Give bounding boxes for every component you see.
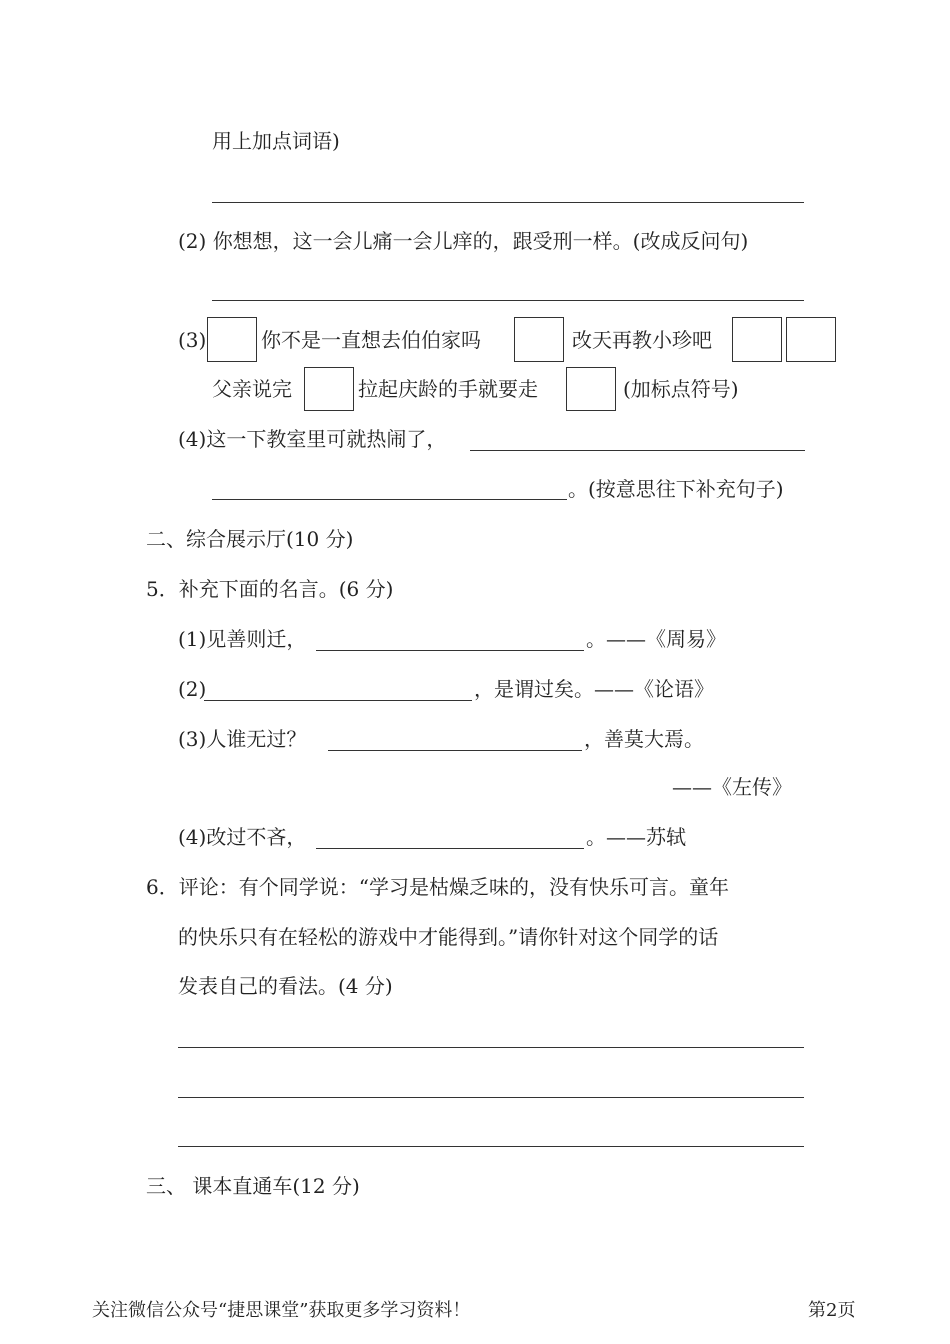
q5-title: 5．补充下面的名言。(6 分)	[146, 577, 394, 601]
answer-line-q4-1[interactable]	[212, 202, 804, 203]
answer-line-q6-1[interactable]	[178, 1047, 804, 1048]
punct-box-6[interactable]	[566, 367, 616, 411]
q6-line-1: 6．评论：有个同学说：“学习是枯燥乏味的，没有快乐可言。童年	[146, 875, 729, 899]
section-2-heading: 二、综合展示厅(10 分)	[146, 527, 354, 551]
answer-line-q4-4a[interactable]	[470, 450, 805, 451]
q4-3-num: (3)	[178, 328, 207, 352]
answer-line-q5-3[interactable]	[328, 750, 582, 751]
q4-3-seg4: 拉起庆龄的手就要走	[358, 377, 538, 401]
answer-line-q6-3[interactable]	[178, 1146, 804, 1147]
q4-2-text: (2) 你想想，这一会儿痛一会儿痒的，跟受刑一样。(改成反问句)	[178, 229, 749, 253]
q5-item-4-lead: (4)改过不吝，	[178, 825, 307, 849]
q5-item-2-lead: (2)	[178, 677, 207, 701]
answer-line-q6-2[interactable]	[178, 1097, 804, 1098]
q4-3-seg2: 改天再教小珍吧	[572, 328, 712, 352]
punct-box-1[interactable]	[207, 317, 257, 362]
punct-box-5[interactable]	[304, 367, 354, 411]
q4-3-seg3: 父亲说完	[212, 377, 292, 401]
page-number: 第2页	[808, 1300, 856, 1321]
punct-box-2[interactable]	[514, 317, 564, 362]
answer-line-q4-4b[interactable]	[212, 499, 567, 500]
q5-item-1-lead: (1)见善则迁，	[178, 627, 307, 651]
q5-item-3-tail: ，善莫大焉。	[584, 727, 704, 751]
footer-promo: 关注微信公众号“捷思课堂”获取更多学习资料！	[92, 1300, 471, 1321]
q6-line-2: 的快乐只有在轻松的游戏中才能得到。”请你针对这个同学的话	[178, 925, 719, 949]
section-3-heading: 三、 课本直通车(12 分)	[146, 1174, 360, 1198]
q4-3-hint: (加标点符号)	[623, 377, 739, 401]
answer-line-q5-2[interactable]	[204, 700, 472, 701]
q5-item-1-tail: 。——《周易》	[586, 627, 726, 651]
punct-box-3[interactable]	[732, 317, 782, 362]
q4-1-tail: 用上加点词语)	[212, 129, 340, 153]
q4-4-lead: (4)这一下教室里可就热闹了，	[178, 427, 447, 451]
q4-3-seg1: 你不是一直想去伯伯家吗	[261, 328, 481, 352]
answer-line-q4-2[interactable]	[212, 300, 804, 301]
q5-item-2-tail: ，是谓过矣。——《论语》	[474, 677, 714, 701]
q6-line-3: 发表自己的看法。(4 分)	[178, 974, 393, 998]
q5-item-3-source: ——《左传》	[672, 775, 792, 799]
punct-box-4[interactable]	[786, 317, 836, 362]
answer-line-q5-1[interactable]	[316, 650, 584, 651]
q4-4-tail: 。(按意思往下补充句子)	[568, 477, 784, 501]
q5-item-3-lead: (3)人谁无过？	[178, 727, 307, 751]
answer-line-q5-4[interactable]	[316, 848, 584, 849]
q5-item-4-tail: 。——苏轼	[586, 825, 686, 849]
